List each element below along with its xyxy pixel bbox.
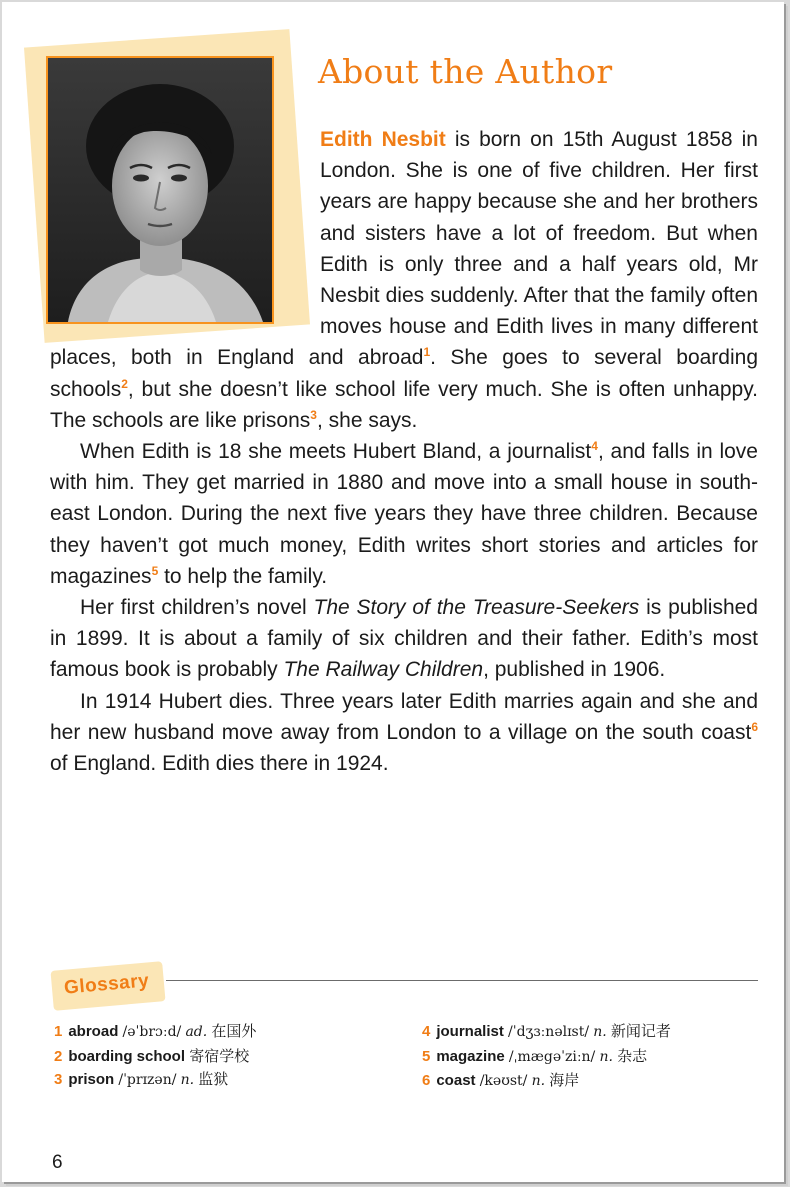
paragraph-1-text-a: is born on 15th August 1858 in London. She is one of five children. Her first years are happy because she and her brothers and sisters have a lot of freedom. But when Edith is only three and a half years old, Mr Nesbit dies suddenly. After that the family often moves house and Edith lives in many different places, both in England and abroad — [50, 128, 758, 370]
glossary-number: 4 — [422, 1023, 431, 1040]
book-title: The Story of the Treasure-Seekers — [313, 596, 640, 620]
glossary-part-of-speech: n. — [531, 1073, 546, 1089]
glossary-number: 6 — [422, 1072, 431, 1089]
paragraph-1-text-d: , she says. — [316, 408, 418, 432]
glossary-word: prison — [68, 1071, 115, 1088]
glossary-number: 3 — [54, 1071, 63, 1088]
glossary-column-right — [422, 1020, 671, 1094]
glossary-divider — [166, 980, 758, 981]
glossary-item — [54, 1045, 256, 1069]
paragraph-2-text-b: , and falls in love with him. They get married in 1880 and move into a small house in south-east London. During the next five years they have three children. Because they haven’t got much money, Edith writes short stories and articles for magazines — [50, 440, 758, 588]
glossary-column-left — [54, 1020, 256, 1093]
book-title: The Railway Children — [283, 658, 484, 682]
glossary-pronunciation: /ˈprɪzən/ — [118, 1072, 177, 1088]
glossary-word: abroad — [68, 1023, 119, 1040]
footnote-marker: 5 — [151, 563, 159, 578]
glossary-number: 5 — [422, 1047, 431, 1065]
paragraph-4 — [50, 686, 758, 780]
glossary-word: coast — [436, 1072, 476, 1089]
glossary-meaning: 在国外 — [211, 1023, 257, 1040]
page-title: About the Author — [318, 52, 613, 91]
glossary-heading: Glossary — [63, 970, 151, 999]
glossary-part-of-speech: n. — [599, 1048, 613, 1065]
glossary-meaning: 海岸 — [549, 1072, 580, 1089]
page-number: 6 — [52, 1152, 63, 1173]
article-body — [50, 124, 758, 779]
footnote-marker: 2 — [121, 376, 128, 391]
glossary-part-of-speech: ad. — [185, 1024, 208, 1040]
glossary-item — [422, 1020, 671, 1045]
glossary-pronunciation: /ˌmægəˈziːn/ — [508, 1048, 596, 1065]
paragraph-1-text-b: . She goes to several boarding schools — [50, 346, 758, 401]
footnote-marker: 4 — [591, 439, 598, 454]
paragraph-2-text-a: When Edith is 18 she meets Hubert Bland, a journalist — [80, 440, 592, 464]
paragraph-2 — [50, 436, 758, 592]
footnote-marker: 6 — [751, 719, 758, 734]
book-page — [2, 2, 784, 1182]
paragraph-3 — [50, 592, 758, 686]
glossary-number: 1 — [54, 1023, 63, 1040]
glossary-meaning: 新闻记者 — [610, 1023, 671, 1040]
glossary-item — [54, 1068, 256, 1093]
glossary-item — [422, 1045, 671, 1070]
glossary-word: boarding school — [68, 1047, 186, 1065]
glossary-meaning: 监狱 — [198, 1071, 229, 1088]
glossary-meaning: 寄宿学校 — [189, 1047, 250, 1065]
paragraph-3-text-b: is published in 1899. It is about a family of six children and their father. Edith’s most famous book is probably — [50, 596, 758, 682]
footnote-marker: 1 — [423, 345, 431, 360]
paragraph-3-text-c: , published in 1906. — [483, 658, 666, 682]
paragraph-4-text-a: In 1914 Hubert dies. Three years later Edith marries again and she and her new husband move away from London to a village on the south coast — [50, 689, 758, 744]
glossary-item — [422, 1069, 671, 1094]
glossary-word: magazine — [436, 1047, 505, 1065]
glossary-word: journalist — [436, 1023, 504, 1040]
paragraph-4-text-b: of England. Edith dies there in 1924. — [50, 752, 389, 776]
portrait-text-wrap-spacer — [50, 124, 320, 342]
glossary-pronunciation: /əˈbrɔːd/ — [122, 1024, 182, 1040]
glossary-meaning: 杂志 — [617, 1047, 648, 1065]
paragraph-1-text-c: , but she doesn’t like school life very much. She is often unhappy. The schools are like prisons — [50, 377, 758, 432]
glossary-number: 2 — [54, 1047, 63, 1065]
glossary-part-of-speech: n. — [593, 1024, 607, 1040]
glossary-pronunciation: /kəʊst/ — [479, 1073, 528, 1089]
glossary-item — [54, 1020, 256, 1045]
glossary-pronunciation: /ˈdʒɜːnəlɪst/ — [508, 1024, 590, 1040]
footnote-marker: 3 — [310, 407, 317, 422]
paragraph-3-text-a: Her first children’s novel — [80, 596, 314, 620]
paragraph-2-text-c: to help the family. — [158, 564, 328, 588]
author-name: Edith Nesbit — [320, 128, 446, 151]
glossary-part-of-speech: n. — [180, 1072, 195, 1088]
